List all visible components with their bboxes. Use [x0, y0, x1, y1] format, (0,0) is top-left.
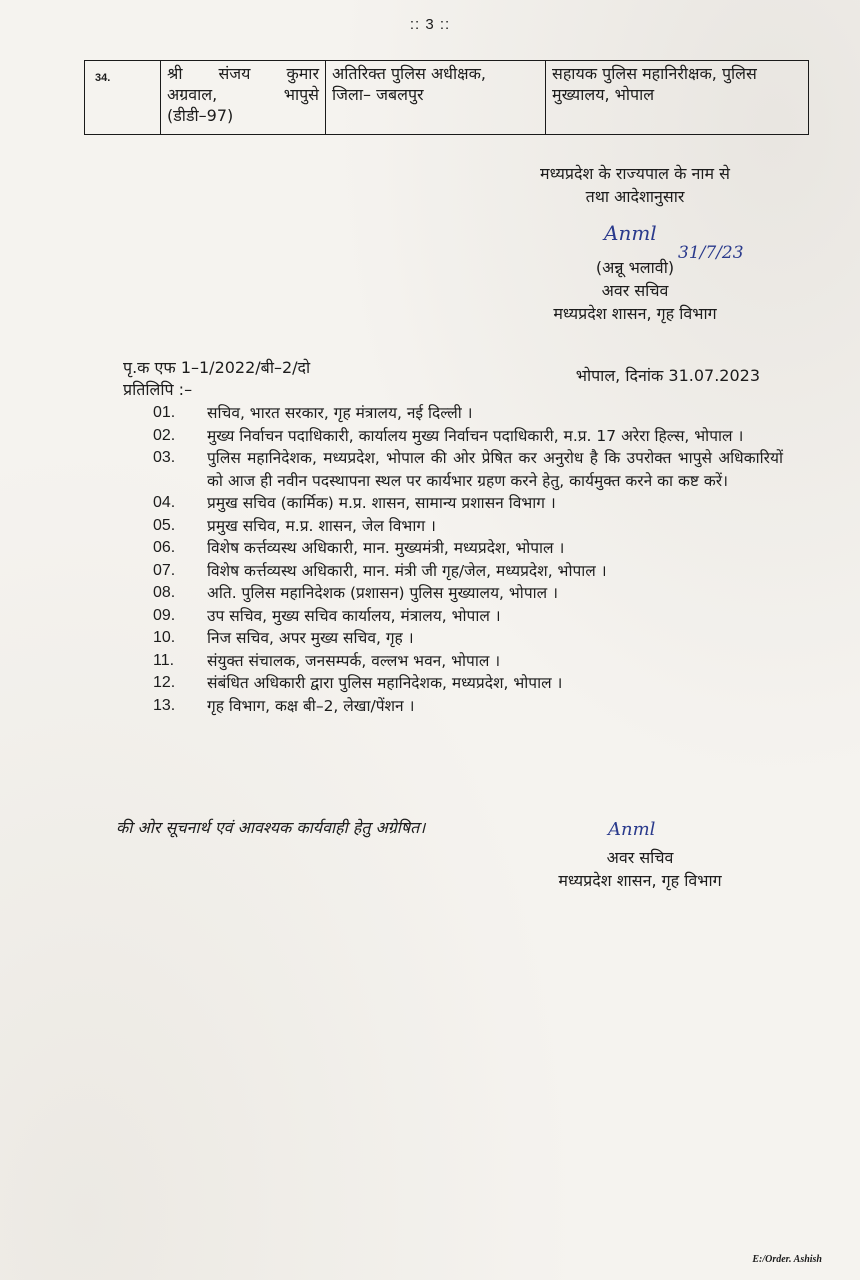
current-post-line: अतिरिक्त पुलिस अधीक्षक, — [332, 64, 486, 83]
item-number: 08. — [153, 584, 176, 601]
closing-signature-block — [520, 819, 760, 892]
list-item — [123, 425, 783, 448]
item-number: 13. — [153, 696, 176, 714]
current-post-cell — [326, 61, 546, 135]
item-number: 02. — [153, 426, 176, 444]
item-number: 09. — [153, 606, 176, 624]
signature-area — [520, 819, 760, 846]
place-date: भोपाल, दिनांक 31.07.2023 — [575, 366, 760, 385]
officer-name-cell — [161, 61, 326, 135]
list-item — [123, 402, 783, 425]
file-reference: E:/Order. Ashish — [752, 1254, 822, 1265]
item-number: 04. — [153, 494, 176, 511]
signatory-department: मध्यप्रदेश शासन, गृह विभाग — [553, 304, 717, 323]
list-item — [123, 582, 783, 605]
item-number: 07. — [153, 561, 176, 579]
item-text: निज सचिव, अपर मुख्य सचिव, गृह । — [207, 629, 414, 647]
list-item — [123, 492, 783, 515]
item-number: 11. — [153, 651, 175, 669]
signature: Anml — [604, 221, 657, 245]
item-number: 12. — [153, 674, 176, 691]
signature: Anml — [608, 819, 656, 840]
signature-date: 31/7/23 — [678, 243, 744, 263]
signatory-designation: अवर सचिव — [601, 281, 669, 300]
reference-number: पृ.क एफ 1–1/2022/बी–2/दो — [123, 358, 311, 377]
list-item — [123, 560, 783, 583]
item-number: 06. — [153, 539, 176, 556]
item-text: उप सचिव, मुख्य सचिव कार्यालय, मंत्रालय, भोपाल । — [207, 606, 501, 625]
item-text: संबंधित अधिकारी द्वारा पुलिस महानिदेशक, मध्यप्रदेश, भोपाल । — [207, 674, 563, 692]
copy-list — [123, 402, 783, 717]
new-post-line: सहायक पुलिस महानिरीक्षक, पुलिस — [552, 64, 757, 83]
list-item — [123, 695, 783, 718]
item-text: अति. पुलिस महानिदेशक (प्रशासन) पुलिस मुख्यालय, भोपाल । — [207, 584, 558, 602]
item-text: संयुक्त संचालक, जनसम्पर्क, वल्लभ भवन, भोपाल । — [207, 651, 501, 670]
forward-note: की ओर सूचनार्थ एवं आवश्यक कार्यवाही हेतु अग्रेषित। — [116, 818, 426, 837]
item-number: 10. — [153, 629, 176, 646]
item-text: सचिव, भारत सरकार, गृह मंत्रालय, नई दिल्ली । — [207, 404, 473, 422]
new-post-cell — [546, 61, 809, 135]
new-post-line: मुख्यालय, भोपाल — [552, 85, 655, 104]
service-label: भापुसे — [283, 85, 319, 104]
item-text: प्रमुख सचिव (कार्मिक) म.प्र. शासन, सामान्य प्रशासन विभाग । — [207, 494, 556, 512]
item-text: मुख्य निर्वाचन पदाधिकारी, कार्यालय मुख्य निर्वाचन पदाधिकारी, म.प्र. 17 अरेरा हिल्स, भोपाल । — [207, 426, 744, 445]
name-part: अग्रवाल, — [167, 85, 218, 104]
table-row — [85, 61, 809, 135]
item-number: 01. — [153, 404, 176, 421]
signatory-department: मध्यप्रदेश शासन, गृह विभाग — [558, 871, 722, 890]
list-item — [123, 605, 783, 628]
authority-line: मध्यप्रदेश के राज्यपाल के नाम से — [540, 164, 730, 183]
list-item — [123, 447, 783, 492]
list-item — [123, 515, 783, 538]
transfer-table — [84, 60, 809, 135]
item-text: गृह विभाग, कक्ष बी–2, लेखा/पेंशन । — [207, 696, 415, 715]
serial-cell: 34. — [85, 61, 161, 135]
item-text: विशेष कर्त्तव्यस्थ अधिकारी, मान. मुख्यमंत्री, मध्यप्रदेश, भोपाल । — [207, 539, 565, 557]
item-text: पुलिस महानिदेशक, मध्यप्रदेश, भोपाल की ओर प्रेषित कर अनुरोध है कि उपरोक्त भापुसे अधिकारियों को आज ही नवीन पदस्थापना स्थल पर कार्यभार ग्रहण करने हेतु, कार्यमुक्त करने का कष्ट करें। — [207, 449, 783, 490]
item-number: 05. — [153, 516, 176, 534]
list-item — [123, 537, 783, 560]
name-part: संजय — [218, 64, 251, 83]
current-post-line: जिला– जबलपुर — [332, 85, 424, 104]
list-item — [123, 650, 783, 673]
signatory-designation: अवर सचिव — [606, 848, 674, 867]
authority-line: तथा आदेशानुसार — [585, 187, 685, 206]
name-part: कुमार — [286, 64, 319, 83]
list-item — [123, 627, 783, 650]
batch-code: (डीडी–97) — [167, 106, 234, 125]
name-part: श्री — [167, 64, 183, 83]
page-number: :: 3 :: — [409, 16, 451, 33]
authority-block — [500, 162, 770, 325]
list-item — [123, 672, 783, 695]
item-text: विशेष कर्त्तव्यस्थ अधिकारी, मान. मंत्री जी गृह/जेल, मध्यप्रदेश, भोपाल । — [207, 561, 607, 580]
copy-heading: प्रतिलिपि :– — [123, 380, 193, 399]
signature-area — [500, 208, 770, 263]
item-text: प्रमुख सचिव, म.प्र. शासन, जेल विभाग । — [207, 516, 436, 535]
signatory-name: (अन्नू भलावी) — [595, 258, 675, 277]
item-number: 03. — [153, 449, 176, 466]
